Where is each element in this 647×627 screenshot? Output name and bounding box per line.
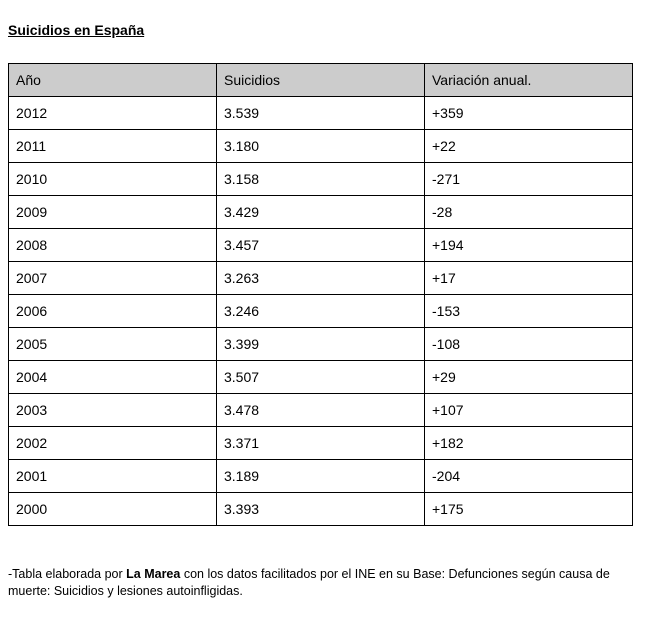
year-cell: 2006 [9,295,217,328]
year-cell: 2008 [9,229,217,262]
table-header-row [9,64,633,97]
column-header-suicides: Suicidios [217,64,425,97]
table-row [9,295,633,328]
suicides-cell: 3.478 [217,394,425,427]
table-row [9,394,633,427]
table-row [9,262,633,295]
suicides-cell: 3.457 [217,229,425,262]
variation-cell: -153 [425,295,633,328]
suicides-cell: 3.180 [217,130,425,163]
footnote-prefix: -Tabla elaborada por [8,567,127,581]
year-cell: 2012 [9,97,217,130]
column-header-year: Año [9,64,217,97]
footnote-suffix: con los datos facilitados por el INE en su Base: Defunciones según causa de muerte: Suicidios y lesiones autoinfligidas. [8,567,610,598]
year-cell: 2000 [9,493,217,526]
variation-cell: +194 [425,229,633,262]
year-cell: 2001 [9,460,217,493]
year-cell: 2003 [9,394,217,427]
page-title: Suicidios en España [8,22,145,38]
suicides-cell: 3.393 [217,493,425,526]
variation-cell: +17 [425,262,633,295]
variation-cell: -271 [425,163,633,196]
table-row [9,97,633,130]
variation-cell: +107 [425,394,633,427]
variation-cell: +175 [425,493,633,526]
suicides-cell: 3.246 [217,295,425,328]
table-row [9,229,633,262]
suicides-cell: 3.429 [217,196,425,229]
variation-cell: -108 [425,328,633,361]
suicides-cell: 3.371 [217,427,425,460]
table-row [9,163,633,196]
suicides-table [8,63,633,526]
year-cell: 2004 [9,361,217,394]
table-row [9,427,633,460]
suicides-cell: 3.507 [217,361,425,394]
variation-cell: -28 [425,196,633,229]
table-row [9,361,633,394]
suicides-cell: 3.539 [217,97,425,130]
table-row [9,196,633,229]
suicides-cell: 3.189 [217,460,425,493]
variation-cell: +29 [425,361,633,394]
table-row [9,493,633,526]
variation-cell: +359 [425,97,633,130]
variation-cell: -204 [425,460,633,493]
year-cell: 2010 [9,163,217,196]
year-cell: 2011 [9,130,217,163]
suicides-cell: 3.399 [217,328,425,361]
year-cell: 2002 [9,427,217,460]
year-cell: 2007 [9,262,217,295]
year-cell: 2009 [9,196,217,229]
suicides-cell: 3.158 [217,163,425,196]
variation-cell: +182 [425,427,633,460]
table-row [9,328,633,361]
footnote-source-name: La Marea [126,567,181,581]
table-row [9,460,633,493]
column-header-annual-variation: Variación anual. [425,64,633,97]
variation-cell: +22 [425,130,633,163]
table-row [9,130,633,163]
source-footnote [8,566,638,600]
year-cell: 2005 [9,328,217,361]
suicides-cell: 3.263 [217,262,425,295]
